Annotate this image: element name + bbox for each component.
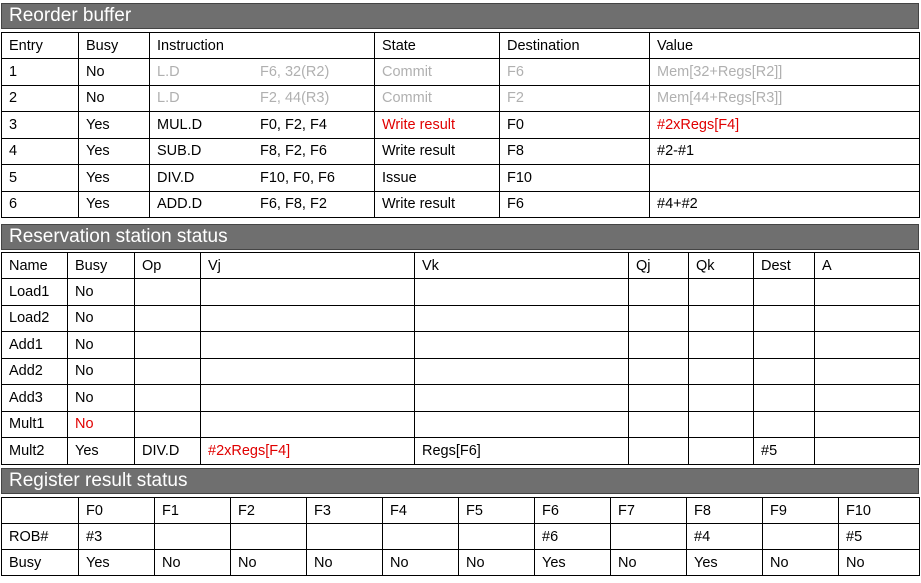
reservation-station-table: [1, 252, 920, 465]
rob-state: Commit: [375, 59, 500, 86]
rob-state: Write result: [375, 191, 500, 218]
rs-dest: [754, 332, 815, 359]
rob-instruction-op: L.D: [157, 63, 180, 80]
reg-header-register: F7: [611, 498, 687, 524]
rob-destination: F6: [500, 59, 650, 86]
rob-instruction: [150, 59, 375, 86]
reg-header-register: F1: [155, 498, 231, 524]
rob-value: Mem[44+Regs[R3]]: [650, 85, 920, 112]
rob-instruction: [150, 191, 375, 218]
rs-qj: [629, 358, 689, 385]
reg-rob-row: [2, 524, 920, 550]
rob-value: #2-#1: [650, 138, 920, 165]
rob-instruction: [150, 165, 375, 192]
rs-dest: [754, 279, 815, 306]
rs-vj: [201, 358, 415, 385]
rob-title: Reorder buffer: [1, 3, 919, 29]
reg-busy-cell: No: [611, 550, 687, 576]
rs-row: [2, 438, 920, 465]
rs-qj: [629, 411, 689, 438]
rs-vj: [201, 305, 415, 332]
rob-header-destination: Destination: [500, 33, 650, 59]
reg-rob-cell: [307, 524, 383, 550]
rs-a: [815, 332, 920, 359]
rob-busy: No: [79, 59, 150, 86]
rob-instruction: [150, 85, 375, 112]
rs-qj: [629, 305, 689, 332]
rs-header-op: Op: [135, 253, 201, 279]
rob-header-row: [2, 33, 920, 59]
rob-value: Mem[32+Regs[R2]]: [650, 59, 920, 86]
rob-row: [2, 165, 920, 192]
reg-busy-cell: No: [763, 550, 839, 576]
rs-name: Mult1: [2, 411, 68, 438]
reg-busy-cell: Yes: [79, 550, 155, 576]
rob-instruction-operands: F0, F2, F4: [260, 116, 327, 133]
rs-op: [135, 279, 201, 306]
reg-rob-cell: [459, 524, 535, 550]
reg-busy-cell: Yes: [535, 550, 611, 576]
reg-rob-cell: #6: [535, 524, 611, 550]
reg-busy-cell: No: [231, 550, 307, 576]
rs-qj: [629, 385, 689, 412]
rob-busy: Yes: [79, 112, 150, 139]
rob-destination: F2: [500, 85, 650, 112]
rob-instruction: [150, 138, 375, 165]
rob-instruction-operands: F6, F8, F2: [260, 196, 327, 213]
rs-vj: #2xRegs[F4]: [201, 438, 415, 465]
reg-rob-cell: #5: [839, 524, 920, 550]
reg-busy-cell: No: [383, 550, 459, 576]
reg-rob-cell: [231, 524, 307, 550]
rob-busy: Yes: [79, 191, 150, 218]
reg-busy-row: [2, 550, 920, 576]
reg-rob-cell: [763, 524, 839, 550]
rob-header-entry: Entry: [2, 33, 79, 59]
rob-instruction-op: MUL.D: [157, 116, 203, 133]
reg-busy-cell: Yes: [687, 550, 763, 576]
rs-vk: [415, 385, 629, 412]
register-status-table: [1, 497, 920, 576]
rob-destination: F10: [500, 165, 650, 192]
reorder-buffer-table: [1, 32, 920, 218]
rs-row: [2, 411, 920, 438]
rs-dest: #5: [754, 438, 815, 465]
reg-rob-cell: #3: [79, 524, 155, 550]
rs-a: [815, 385, 920, 412]
rs-vj: [201, 411, 415, 438]
rs-name: Add3: [2, 385, 68, 412]
rs-name: Load1: [2, 279, 68, 306]
rs-qj: [629, 279, 689, 306]
reg-rob-cell: [383, 524, 459, 550]
rs-qk: [689, 332, 754, 359]
rs-row: [2, 305, 920, 332]
rob-instruction-op: DIV.D: [157, 169, 195, 186]
rob-instruction-operands: F2, 44(R3): [260, 90, 330, 107]
rob-destination: F6: [500, 191, 650, 218]
rob-instruction-operands: F8, F2, F6: [260, 143, 327, 160]
reg-header-register: F0: [79, 498, 155, 524]
reg-rob-cell: [155, 524, 231, 550]
rob-instruction-operands: F10, F0, F6: [260, 169, 335, 186]
rs-header-vk: Vk: [415, 253, 629, 279]
rob-instruction: [150, 112, 375, 139]
rs-vk: [415, 332, 629, 359]
rob-row: [2, 85, 920, 112]
rs-name: Mult2: [2, 438, 68, 465]
rs-header-qk: Qk: [689, 253, 754, 279]
rs-dest: [754, 411, 815, 438]
reg-busy-cell: No: [155, 550, 231, 576]
rs-row: [2, 385, 920, 412]
rs-row: [2, 358, 920, 385]
rs-row: [2, 332, 920, 359]
rs-op: [135, 305, 201, 332]
rs-busy: No: [68, 332, 135, 359]
reg-rob-cell: [611, 524, 687, 550]
rob-busy: No: [79, 85, 150, 112]
rs-header-qj: Qj: [629, 253, 689, 279]
rob-busy: Yes: [79, 165, 150, 192]
rs-name: Add2: [2, 358, 68, 385]
reg-rob-cell: #4: [687, 524, 763, 550]
rob-instruction-op: L.D: [157, 90, 180, 107]
rs-a: [815, 305, 920, 332]
rs-qk: [689, 385, 754, 412]
rs-qk: [689, 438, 754, 465]
rs-dest: [754, 358, 815, 385]
rs-header-vj: Vj: [201, 253, 415, 279]
rob-header-value: Value: [650, 33, 920, 59]
rs-qk: [689, 411, 754, 438]
reg-busy-cell: No: [307, 550, 383, 576]
rs-qk: [689, 279, 754, 306]
reg-header-register: F4: [383, 498, 459, 524]
rs-header-row: [2, 253, 920, 279]
rs-a: [815, 358, 920, 385]
rs-header-name: Name: [2, 253, 68, 279]
rs-name: Add1: [2, 332, 68, 359]
reg-header-register: F2: [231, 498, 307, 524]
rs-qj: [629, 332, 689, 359]
rob-row: [2, 138, 920, 165]
reg-header-register: F9: [763, 498, 839, 524]
rs-vk: [415, 305, 629, 332]
rs-op: [135, 358, 201, 385]
rs-qj: [629, 438, 689, 465]
reg-header-register: F6: [535, 498, 611, 524]
rs-title: Reservation station status: [1, 224, 919, 250]
rs-vk: [415, 279, 629, 306]
rs-qk: [689, 358, 754, 385]
rob-entry: 1: [2, 59, 79, 86]
rob-entry: 2: [2, 85, 79, 112]
rob-entry: 6: [2, 191, 79, 218]
rs-a: [815, 411, 920, 438]
rs-a: [815, 279, 920, 306]
rob-row: [2, 59, 920, 86]
rob-busy: Yes: [79, 138, 150, 165]
rob-instruction-op: ADD.D: [157, 196, 203, 213]
rob-state: Write result: [375, 112, 500, 139]
rob-value: [650, 165, 920, 192]
reg-header-register: F8: [687, 498, 763, 524]
rs-vj: [201, 332, 415, 359]
rob-state: Write result: [375, 138, 500, 165]
rob-header-state: State: [375, 33, 500, 59]
rob-destination: F0: [500, 112, 650, 139]
reg-busy-cell: No: [839, 550, 920, 576]
rs-vj: [201, 279, 415, 306]
rob-instruction-op: SUB.D: [157, 143, 202, 160]
reg-header-register: F10: [839, 498, 920, 524]
rs-header-a: A: [815, 253, 920, 279]
rs-a: [815, 438, 920, 465]
reg-header-register: F3: [307, 498, 383, 524]
rob-header-busy: Busy: [79, 33, 150, 59]
rs-header-busy: Busy: [68, 253, 135, 279]
rob-row: [2, 112, 920, 139]
rob-instruction-operands: F6, 32(R2): [260, 63, 330, 80]
rob-entry: 4: [2, 138, 79, 165]
rs-busy: No: [68, 411, 135, 438]
rs-vk: [415, 358, 629, 385]
rs-busy: No: [68, 279, 135, 306]
reg-busy-label: Busy: [2, 550, 79, 576]
rob-destination: F8: [500, 138, 650, 165]
rs-busy: Yes: [68, 438, 135, 465]
rs-busy: No: [68, 385, 135, 412]
rs-vj: [201, 385, 415, 412]
rs-dest: [754, 385, 815, 412]
rs-row: [2, 279, 920, 306]
rs-dest: [754, 305, 815, 332]
rs-vk: [415, 411, 629, 438]
rob-entry: 3: [2, 112, 79, 139]
rob-value: #2xRegs[F4]: [650, 112, 920, 139]
rs-busy: No: [68, 358, 135, 385]
rs-header-dest: Dest: [754, 253, 815, 279]
rs-op: DIV.D: [135, 438, 201, 465]
rs-busy: No: [68, 305, 135, 332]
rob-row: [2, 191, 920, 218]
rs-vk: Regs[F6]: [415, 438, 629, 465]
reg-rob-label: ROB#: [2, 524, 79, 550]
rob-value: #4+#2: [650, 191, 920, 218]
reg-header-blank: [2, 498, 79, 524]
rob-header-instruction: Instruction: [150, 33, 375, 59]
rs-op: [135, 332, 201, 359]
rs-name: Load2: [2, 305, 68, 332]
rob-state: Issue: [375, 165, 500, 192]
reg-header-row: [2, 498, 920, 524]
rs-op: [135, 411, 201, 438]
rob-state: Commit: [375, 85, 500, 112]
rob-entry: 5: [2, 165, 79, 192]
reg-header-register: F5: [459, 498, 535, 524]
reg-title: Register result status: [1, 468, 919, 494]
rs-op: [135, 385, 201, 412]
rs-qk: [689, 305, 754, 332]
reg-busy-cell: No: [459, 550, 535, 576]
